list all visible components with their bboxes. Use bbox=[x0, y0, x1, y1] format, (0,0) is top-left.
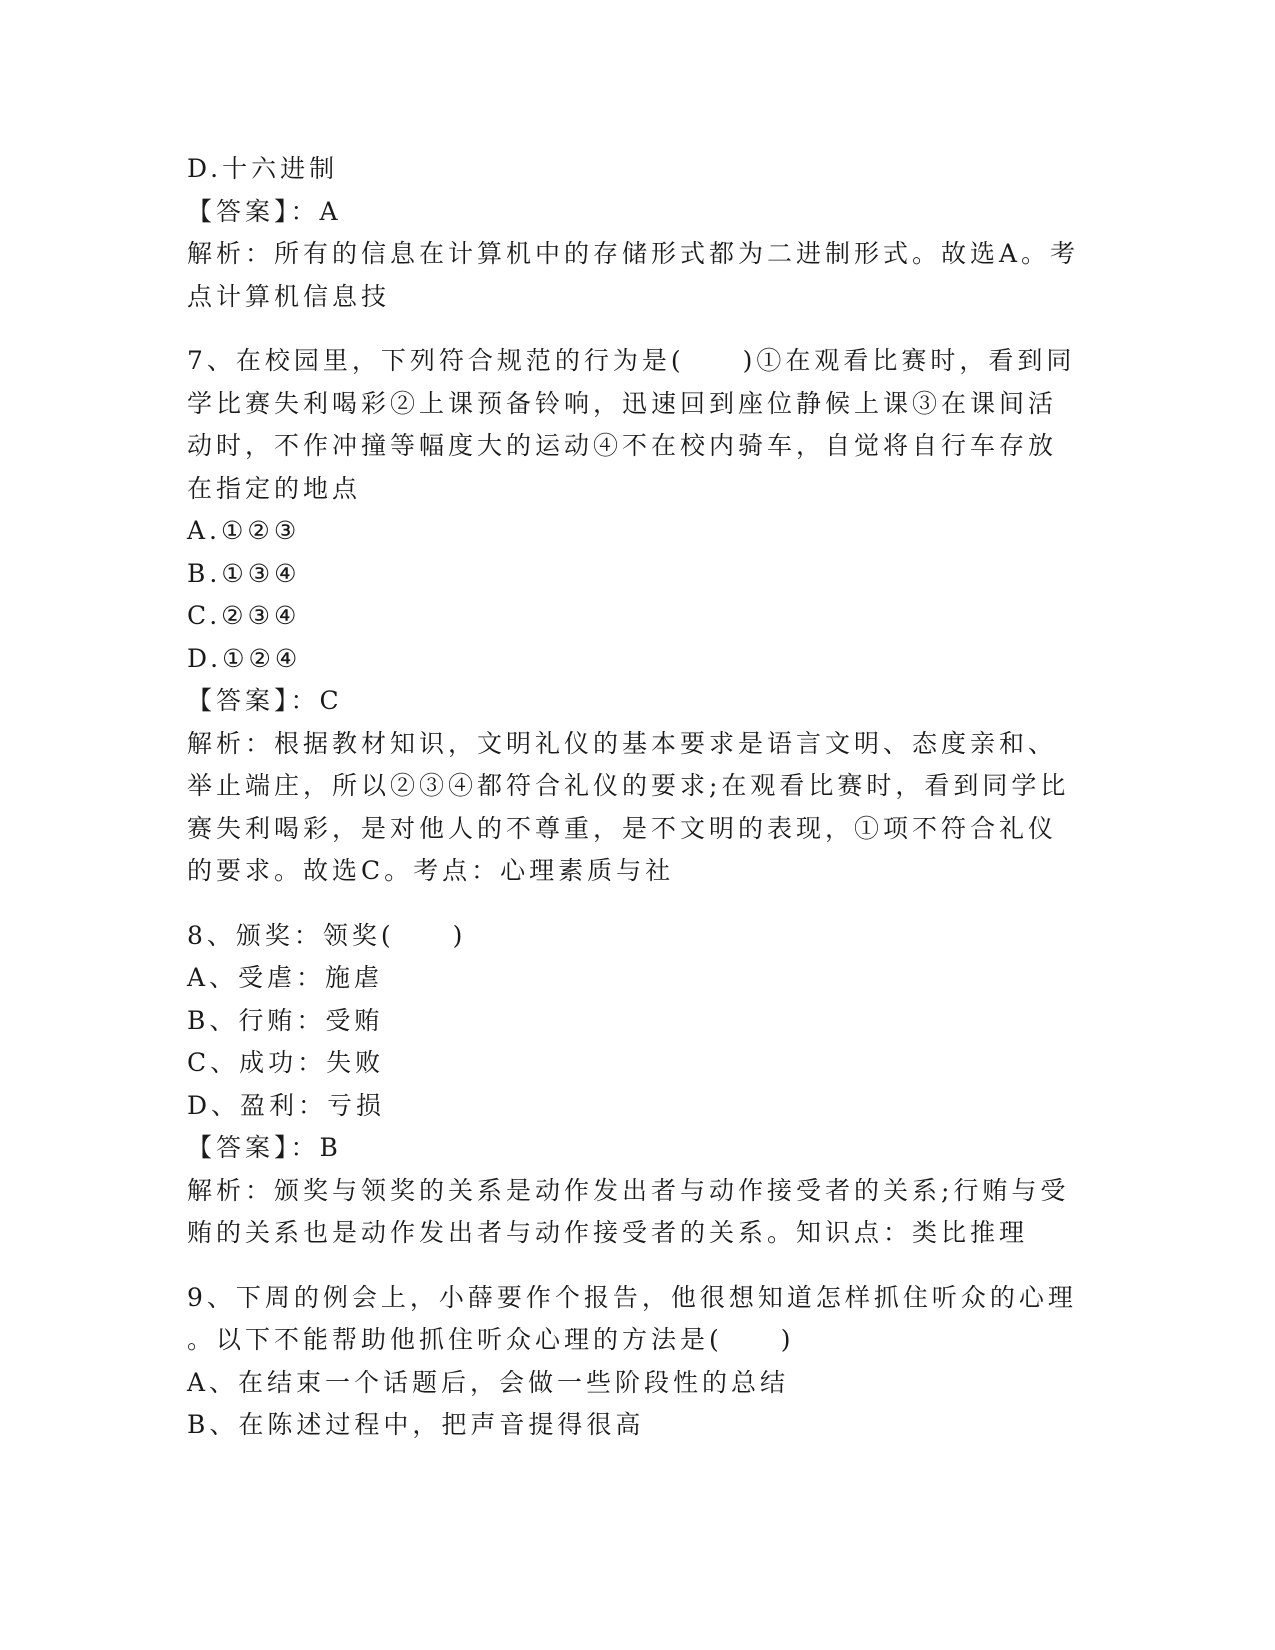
answer-line: 【答案】：C bbox=[187, 686, 343, 715]
question-text-line: 9、下周的例会上，小薛要作个报告，他很想知道怎样抓住听众的心理 bbox=[187, 1282, 1077, 1312]
explanation-line: 贿的关系也是动作发出者与动作接受者的关系。知识点：类比推理 bbox=[187, 1218, 1029, 1247]
option-c: C.②③④ bbox=[187, 601, 301, 630]
option-a: A、受虐：施虐 bbox=[187, 963, 384, 992]
block-gap bbox=[187, 893, 1087, 915]
explanation-line: 的要求。故选C。考点：心理素质与社 bbox=[187, 856, 675, 885]
explanation-line: 点计算机信息技 bbox=[187, 281, 391, 311]
option-a: A.①②③ bbox=[187, 516, 301, 545]
question-text-line: 8、颁奖：领奖( ) bbox=[187, 920, 467, 950]
option-a: A、在结束一个话题后，会做一些阶段性的总结 bbox=[187, 1367, 790, 1397]
question-text-line: 动时，不作冲撞等幅度大的运动④不在校内骑车，自觉将自行车存放 bbox=[187, 431, 1058, 460]
answer-line: 【答案】：A bbox=[187, 196, 342, 226]
explanation-line: 解析：颁奖与领奖的关系是动作发出者与动作接受者的关系;行贿与受 bbox=[187, 1175, 1070, 1205]
explanation-line: 解析：根据教材知识，文明礼仪的基本要求是语言文明、态度亲和、 bbox=[187, 728, 1058, 758]
explanation-line: 解析：所有的信息在计算机中的存储形式都为二进制形式。故选A。考 bbox=[187, 239, 1080, 268]
option-b: B.①③④ bbox=[187, 558, 301, 588]
question-9 bbox=[187, 1277, 1087, 1447]
block-gap bbox=[187, 318, 1087, 340]
option-d: D.①②④ bbox=[187, 643, 302, 673]
question-text-line: 7、在校园里，下列符合规范的行为是( )①在观看比赛时，看到同 bbox=[187, 346, 1076, 375]
question-text-line: 学比赛失利喝彩②上课预备铃响，迅速回到座位静候上课③在课间活 bbox=[187, 388, 1058, 418]
question-text-line: 。以下不能帮助他抓住听众心理的方法是( ) bbox=[187, 1325, 795, 1354]
option-d: D.十六进制 bbox=[187, 154, 339, 183]
option-b: B、在陈述过程中，把声音提得很高 bbox=[187, 1410, 645, 1439]
question-8 bbox=[187, 915, 1087, 1255]
question-6-tail bbox=[187, 148, 1087, 318]
document-content bbox=[187, 148, 1087, 1447]
option-d: D、盈利：亏损 bbox=[187, 1090, 386, 1120]
option-c: C、成功：失败 bbox=[187, 1048, 385, 1077]
explanation-line: 举止端庄，所以②③④都符合礼仪的要求;在观看比赛时，看到同学比 bbox=[187, 771, 1070, 800]
question-7 bbox=[187, 340, 1087, 893]
answer-line: 【答案】：B bbox=[187, 1133, 342, 1162]
question-text-line: 在指定的地点 bbox=[187, 473, 362, 503]
block-gap bbox=[187, 1255, 1087, 1277]
explanation-line: 赛失利喝彩，是对他人的不尊重，是不文明的表现，①项不符合礼仪 bbox=[187, 813, 1058, 843]
option-b: B、行贿：受贿 bbox=[187, 1005, 384, 1035]
